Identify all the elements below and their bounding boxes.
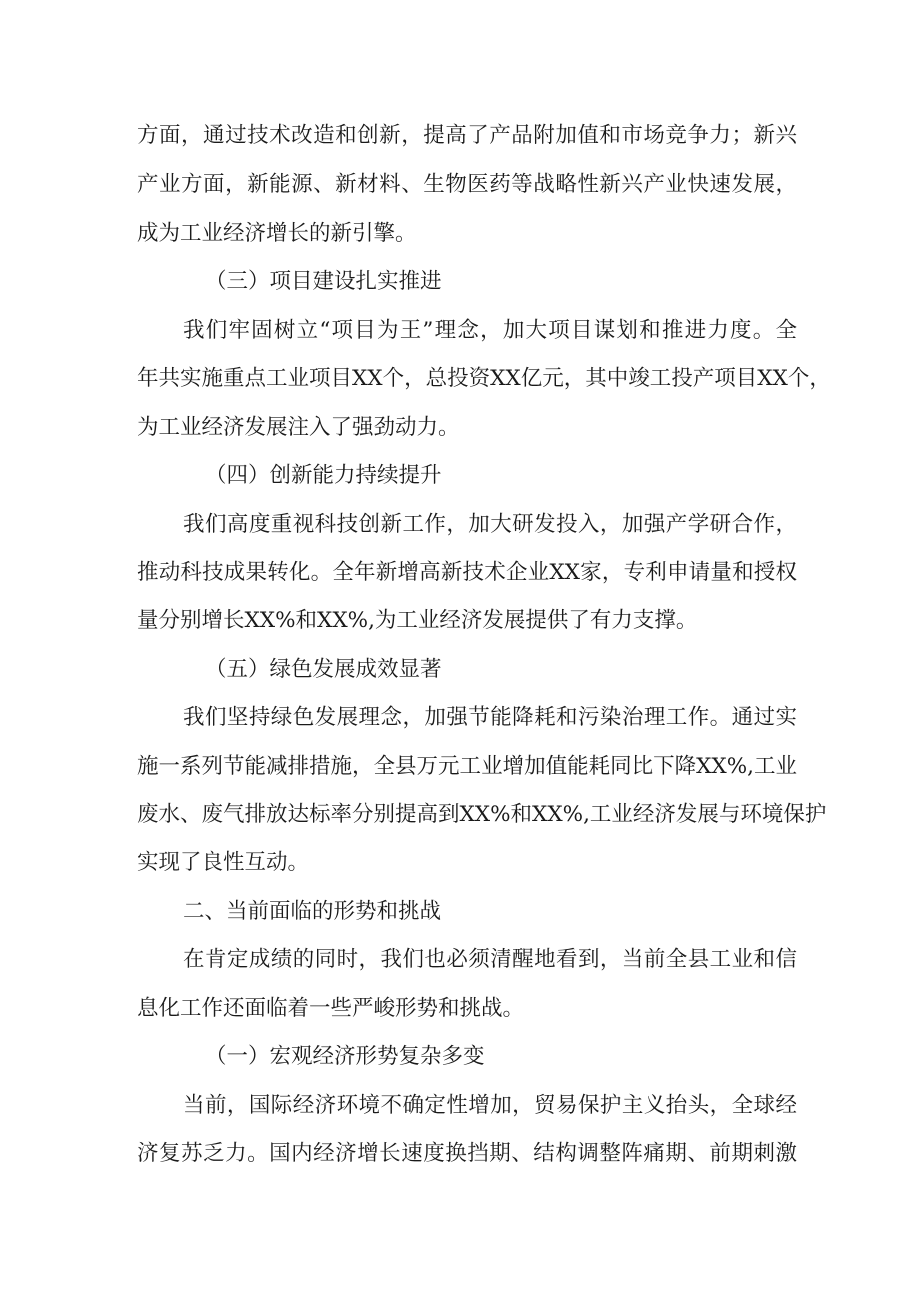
paragraph-line: 我们坚持绿色发展理念，加强节能降耗和污染治理工作。通过实 bbox=[183, 705, 797, 730]
paragraph-line: 实现了良性互动。 bbox=[137, 850, 310, 875]
paragraph-line: 推动科技成果转化。全年新增高新技术企业XX家，专利申请量和授权 bbox=[137, 560, 797, 585]
section-heading: （三）项目建设扎实推进 bbox=[205, 269, 442, 294]
paragraph-line: 方面，通过技术改造和创新，提高了产品附加值和市场竞争力；新兴 bbox=[137, 123, 797, 148]
paragraph-line: 年共实施重点工业项目XX个，总投资XX亿元，其中竣工投产项目XX个， bbox=[137, 366, 831, 391]
paragraph-line: 济复苏乏力。国内经济增长速度换挡期、结构调整阵痛期、前期刺激 bbox=[137, 1141, 797, 1166]
paragraph-line: 废水、废气排放达标率分别提高到XX%和XX%,工业经济发展与环境保护 bbox=[137, 802, 827, 827]
paragraph-line: 在肯定成绩的同时，我们也必须清醒地看到，当前全县工业和信 bbox=[183, 947, 797, 972]
chapter-heading: 二、当前面临的形势和挑战 bbox=[183, 899, 442, 924]
paragraph-line: 量分别增长XX%和XX%,为工业经济发展提供了有力支撑。 bbox=[137, 608, 698, 633]
paragraph-line: 产业方面，新能源、新材料、生物医药等战略性新兴产业快速发展， bbox=[137, 172, 797, 197]
paragraph-line: 施一系列节能减排措施，全县万元工业增加值能耗同比下降XX%,工业 bbox=[137, 754, 797, 779]
paragraph-line: 当前，国际经济环境不确定性增加，贸易保护主义抬头，全球经 bbox=[183, 1093, 797, 1118]
paragraph-line: 我们牢固树立“项目为王”理念，加大项目谋划和推进力度。全 bbox=[183, 318, 797, 343]
section-heading: （五）绿色发展成效显著 bbox=[205, 657, 442, 682]
section-heading: （一）宏观经济形势复杂多变 bbox=[205, 1044, 485, 1069]
paragraph-line: 为工业经济发展注入了强劲动力。 bbox=[137, 415, 460, 440]
paragraph-line: 成为工业经济增长的新引擎。 bbox=[137, 221, 417, 246]
section-heading: （四）创新能力持续提升 bbox=[205, 463, 442, 488]
paragraph-line: 我们高度重视科技创新工作，加大研发投入，加强产学研合作， bbox=[183, 512, 797, 537]
paragraph-line: 息化工作还面临着一些严峻形势和挑战。 bbox=[137, 996, 525, 1021]
